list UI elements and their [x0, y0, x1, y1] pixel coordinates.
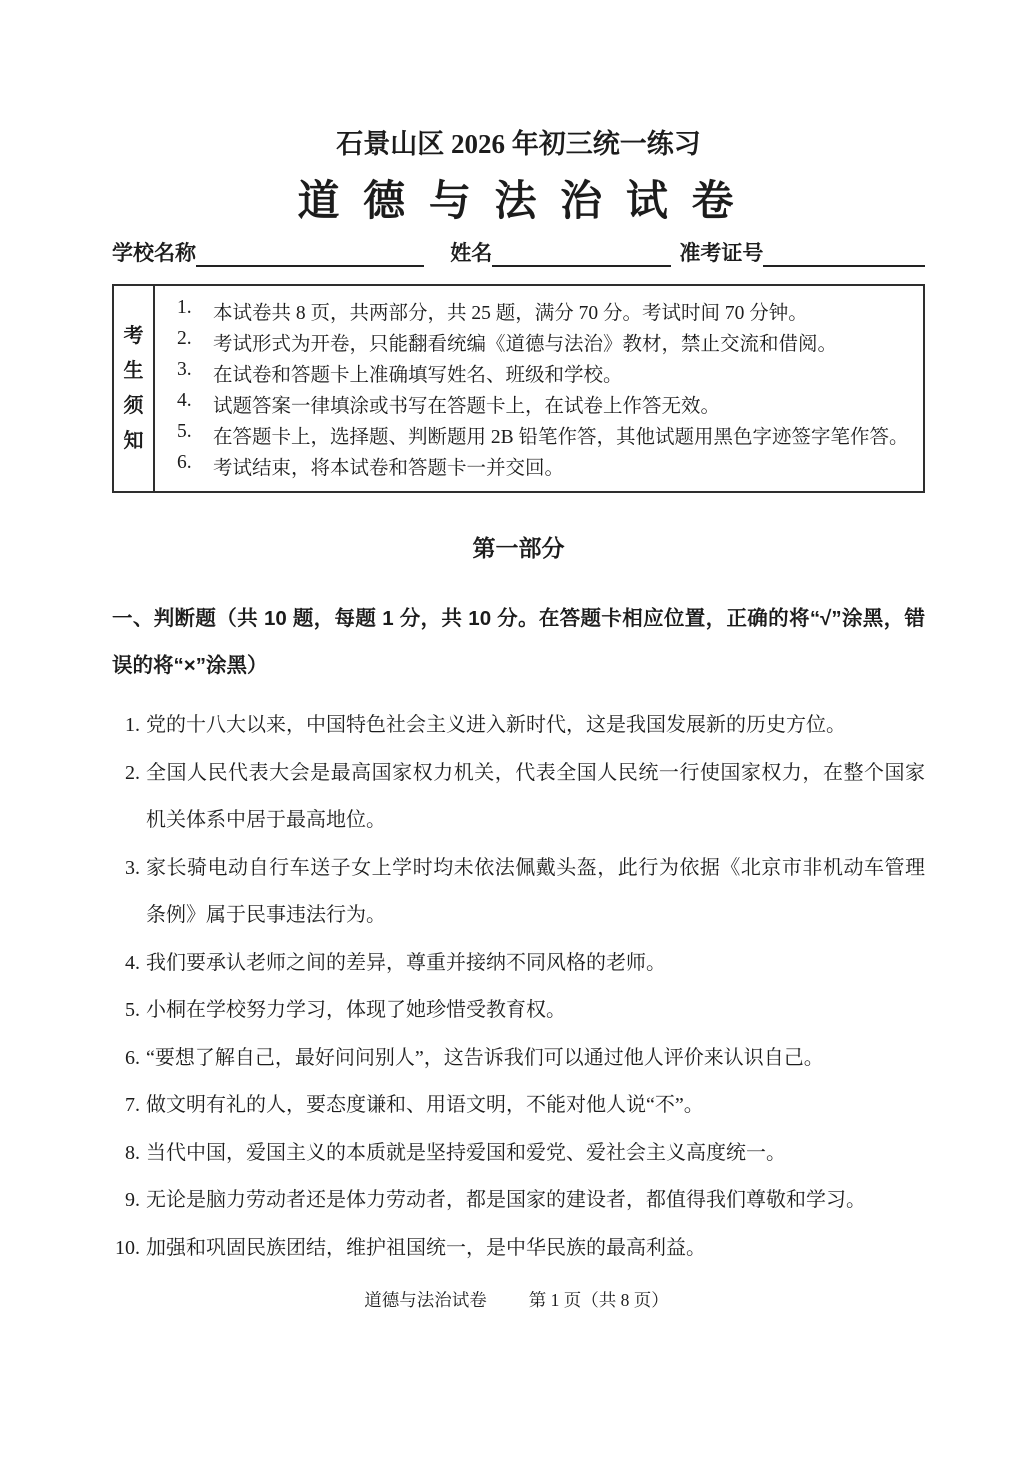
question-number: 1.	[125, 714, 140, 736]
candidate-notice-list	[155, 286, 923, 491]
student-name-blank	[492, 241, 671, 267]
admission-number-label: 准考证号	[679, 242, 764, 265]
question-row	[112, 702, 925, 750]
question-number: 7.	[125, 1094, 140, 1116]
notice-item	[177, 421, 917, 449]
candidate-notice-box	[112, 284, 925, 493]
notice-item-text: 在试卷和答题卡上准确填写姓名、班级和学校。	[213, 364, 623, 386]
part-one-title: 第一部分	[472, 535, 565, 561]
question-text: 家长骑电动自行车送子女上学时均未依法佩戴头盔，此行为依据《北京市非机动车管理条例》属于民事违法行为。	[146, 856, 925, 926]
notice-item-text: 试题答案一律填涂或书写在答题卡上，在试卷上作答无效。	[213, 396, 721, 418]
candidate-notice-side-label	[114, 286, 155, 491]
footer-page-info: 第 1 页（共 8 页）	[528, 1290, 669, 1310]
notice-side-char: 考	[123, 325, 144, 347]
question-row	[112, 750, 925, 845]
school-name-label: 学校名称	[112, 242, 196, 265]
question-number: 6.	[125, 1046, 140, 1069]
question-row	[112, 1130, 925, 1178]
question-text: 当代中国，爱国主义的本质就是坚持爱国和爱党、爱社会主义高度统一。	[146, 1141, 786, 1164]
question-text: 做文明有礼的人，要态度谦和、用语文明，不能对他人说“不”。	[146, 1094, 704, 1116]
notice-side-char: 生	[123, 360, 144, 382]
question-row	[112, 987, 925, 1035]
question-text: 我们要承认老师之间的差异，尊重并接纳不同风格的老师。	[146, 951, 666, 974]
notice-item-number: 3.	[177, 358, 192, 380]
question-text: 加强和巩固民族团结，维护祖国统一，是中华民族的最高利益。	[146, 1236, 706, 1259]
question-text: 全国人民代表大会是最高国家权力机关，代表全国人民统一行使国家权力，在整个国家机关体系中居于最高地位。	[146, 761, 925, 831]
notice-item	[177, 297, 917, 325]
notice-item-number: 4.	[177, 390, 192, 412]
question-number: 2.	[125, 761, 140, 784]
notice-item	[177, 359, 917, 387]
question-text: 党的十八大以来，中国特色社会主义进入新时代，这是我国发展新的历史方位。	[146, 714, 846, 736]
true-false-question-list	[112, 702, 925, 1272]
question-text: 无论是脑力劳动者还是体力劳动者，都是国家的建设者，都值得我们尊敬和学习。	[146, 1189, 866, 1211]
question-row	[112, 1177, 925, 1225]
notice-item-text: 考试结束，将本试卷和答题卡一并交回。	[213, 458, 565, 480]
footer-paper-name: 道德与法治试卷	[364, 1290, 487, 1310]
notice-item	[177, 390, 917, 418]
student-info-row	[112, 241, 925, 267]
question-text: 小桐在学校努力学习，体现了她珍惜受教育权。	[146, 999, 566, 1021]
question-number: 4.	[125, 951, 140, 974]
admission-number-blank	[763, 241, 925, 267]
notice-item-number: 1.	[177, 296, 192, 318]
question-number: 8.	[125, 1141, 140, 1164]
question-row	[112, 940, 925, 988]
question-row	[112, 845, 925, 940]
notice-item	[177, 328, 917, 356]
notice-item-text: 本试卷共 8 页，共两部分，共 25 题，满分 70 分。考试时间 70 分钟。	[213, 302, 808, 324]
part-one-instruction: 一、判断题（共 10 题，每题 1 分，共 10 分。在答题卡相应位置，正确的将“√”涂黑，错误的将“×”涂黑）	[112, 607, 925, 677]
question-number: 9.	[125, 1189, 140, 1211]
page-footer	[0, 1288, 1033, 1312]
question-row	[112, 1082, 925, 1130]
notice-side-char: 须	[123, 395, 144, 417]
question-text: “要想了解自己，最好问问别人”，这告诉我们可以通过他人评价来认识自己。	[146, 1046, 824, 1069]
school-name-blank	[196, 241, 424, 267]
notice-side-char: 知	[123, 430, 144, 452]
question-row	[112, 1035, 925, 1083]
exam-title: 道 德 与 法 治 试 卷	[297, 177, 740, 224]
question-number: 5.	[125, 999, 140, 1021]
student-name-label: 姓名	[450, 242, 493, 265]
exam-header-line: 石景山区 2026 年初三统一练习	[336, 129, 701, 159]
notice-item-number: 6.	[177, 452, 192, 474]
notice-item-text: 考试形式为开卷，只能翻看统编《道德与法治》教材，禁止交流和借阅。	[213, 333, 838, 355]
notice-item-number: 2.	[177, 327, 192, 349]
notice-item-text: 在答题卡上，选择题、判断题用 2B 铅笔作答，其他试题用黑色字迹签字笔作答。	[213, 427, 909, 449]
question-row	[112, 1225, 925, 1273]
question-number: 3.	[125, 856, 140, 879]
notice-item	[177, 452, 917, 480]
notice-item-number: 5.	[177, 421, 192, 443]
question-number: 10.	[115, 1236, 140, 1259]
